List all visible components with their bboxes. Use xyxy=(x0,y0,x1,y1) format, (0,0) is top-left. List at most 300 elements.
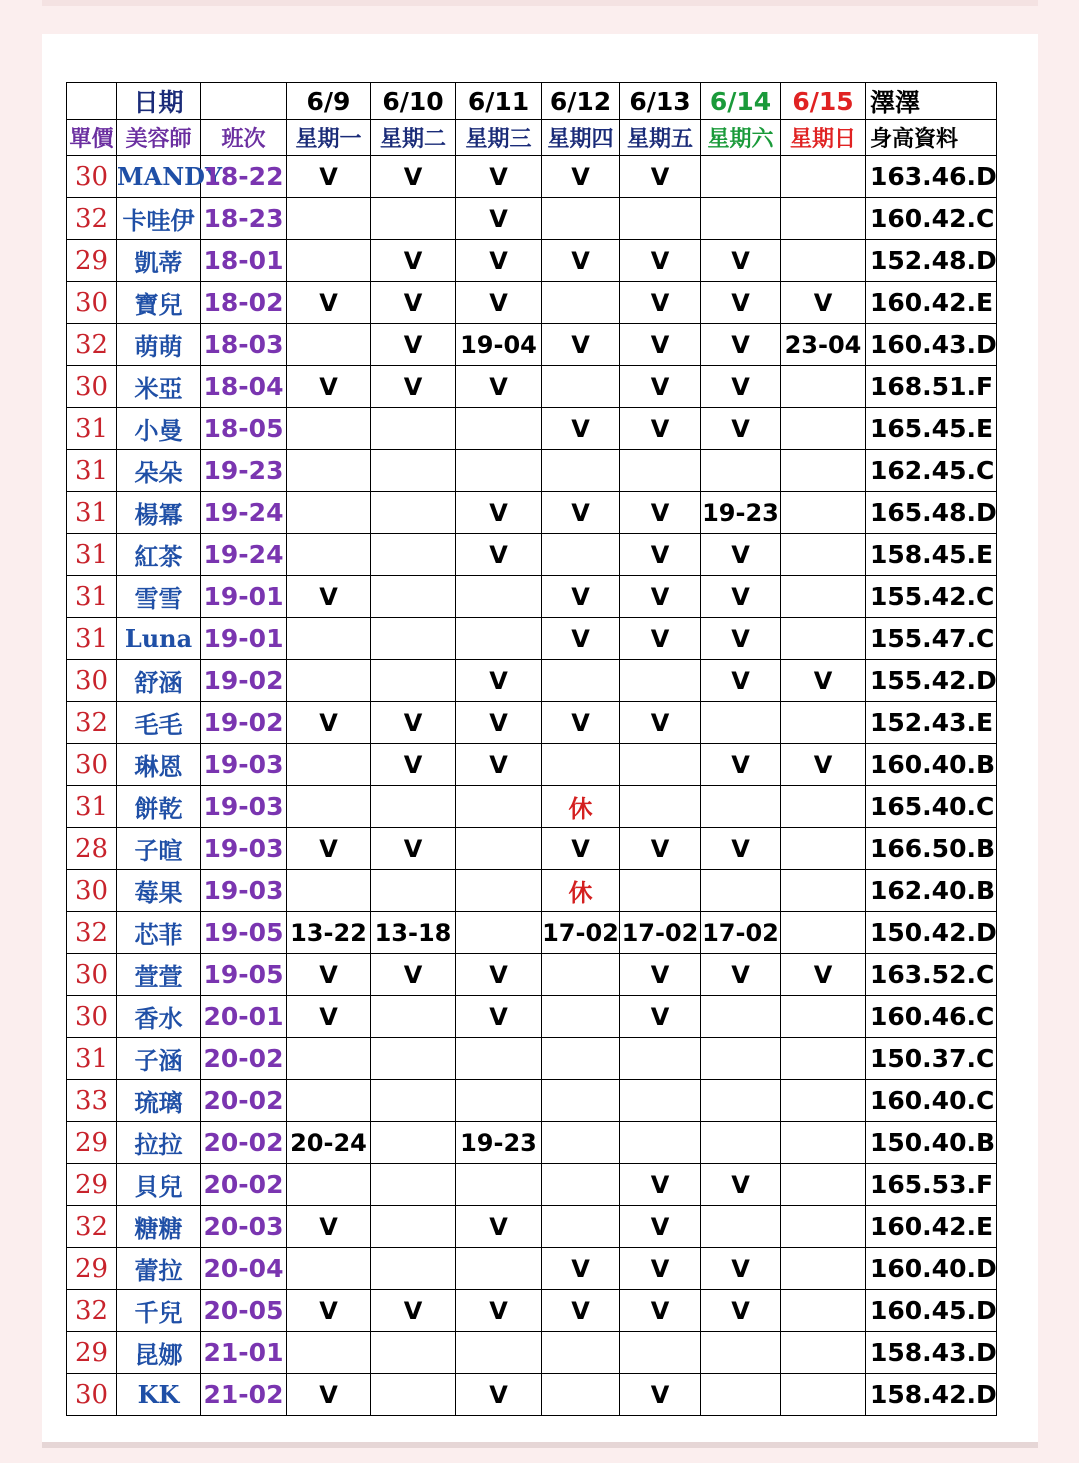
table-row xyxy=(67,576,997,618)
schedule-cell-mon: V xyxy=(287,702,371,744)
schedule-cell-sat xyxy=(701,1374,781,1416)
schedule-cell-tue: 13-18 xyxy=(371,912,456,954)
schedule-cell-mon: 20-24 xyxy=(287,1122,371,1164)
table-row xyxy=(67,1164,997,1206)
schedule-cell-tue xyxy=(371,576,456,618)
schedule-cell-thu: V xyxy=(542,1248,620,1290)
price-cell: 32 xyxy=(67,912,117,954)
schedule-cell-mon xyxy=(287,786,371,828)
stylist-name-cell: 昆娜 xyxy=(117,1332,201,1374)
schedule-cell-mon xyxy=(287,1038,371,1080)
schedule-cell-tue: V xyxy=(371,1290,456,1332)
schedule-cell-tue: V xyxy=(371,366,456,408)
stylist-name-cell: 芯菲 xyxy=(117,912,201,954)
schedule-cell-mon: V xyxy=(287,282,371,324)
shift-cell: 18-04 xyxy=(201,366,287,408)
price-cell: 30 xyxy=(67,954,117,996)
schedule-cell-sun xyxy=(781,912,866,954)
schedule-cell-sun xyxy=(781,1122,866,1164)
schedule-cell-sat xyxy=(701,1038,781,1080)
stylist-name-cell: KK xyxy=(117,1374,201,1416)
schedule-cell-sat: 17-02 xyxy=(701,912,781,954)
schedule-cell-thu xyxy=(542,1206,620,1248)
schedule-cell-fri: V xyxy=(620,618,701,660)
height-data-cell: 165.45.E xyxy=(866,408,997,450)
schedule-table xyxy=(66,82,997,1416)
schedule-cell-sun xyxy=(781,786,866,828)
table-row xyxy=(67,1332,997,1374)
schedule-cell-tue: V xyxy=(371,744,456,786)
schedule-cell-sun xyxy=(781,1290,866,1332)
schedule-cell-tue: V xyxy=(371,954,456,996)
schedule-cell-fri xyxy=(620,198,701,240)
price-cell: 31 xyxy=(67,786,117,828)
price-cell: 29 xyxy=(67,1164,117,1206)
schedule-cell-fri xyxy=(620,786,701,828)
shift-cell: 19-02 xyxy=(201,702,287,744)
schedule-cell-thu xyxy=(542,282,620,324)
price-column-header: 單價 xyxy=(67,120,117,156)
schedule-cell-wed: V xyxy=(456,534,542,576)
price-cell: 32 xyxy=(67,1206,117,1248)
schedule-cell-sun xyxy=(781,618,866,660)
price-cell: 32 xyxy=(67,702,117,744)
schedule-cell-sat: V xyxy=(701,408,781,450)
shift-cell: 19-01 xyxy=(201,618,287,660)
schedule-cell-wed: V xyxy=(456,996,542,1038)
table-row xyxy=(67,1248,997,1290)
price-cell: 31 xyxy=(67,618,117,660)
schedule-cell-fri: V xyxy=(620,1290,701,1332)
schedule-cell-thu: V xyxy=(542,1290,620,1332)
weekday-tue: 星期二 xyxy=(371,120,456,156)
price-cell: 31 xyxy=(67,408,117,450)
schedule-cell-tue: V xyxy=(371,702,456,744)
height-data-cell: 163.52.C xyxy=(866,954,997,996)
height-data-cell: 150.40.B xyxy=(866,1122,997,1164)
schedule-cell-tue xyxy=(371,534,456,576)
schedule-cell-sun xyxy=(781,996,866,1038)
schedule-cell-fri: 17-02 xyxy=(620,912,701,954)
height-data-cell: 160.40.C xyxy=(866,1080,997,1122)
schedule-cell-mon: V xyxy=(287,1206,371,1248)
shift-cell: 19-03 xyxy=(201,828,287,870)
stylist-name-cell: 貝兒 xyxy=(117,1164,201,1206)
bottom-border-band xyxy=(42,1442,1038,1448)
schedule-cell-tue xyxy=(371,870,456,912)
price-cell: 30 xyxy=(67,282,117,324)
schedule-cell-sat: V xyxy=(701,1164,781,1206)
stylist-name-cell: 琉璃 xyxy=(117,1080,201,1122)
top-border-band xyxy=(42,0,1038,6)
schedule-cell-sat xyxy=(701,1080,781,1122)
schedule-cell-thu xyxy=(542,744,620,786)
schedule-cell-sat xyxy=(701,1332,781,1374)
schedule-cell-tue: V xyxy=(371,324,456,366)
schedule-cell-sat xyxy=(701,996,781,1038)
schedule-cell-mon xyxy=(287,408,371,450)
schedule-cell-thu xyxy=(542,1164,620,1206)
table-row xyxy=(67,912,997,954)
schedule-cell-wed xyxy=(456,786,542,828)
stylist-name-cell: 小曼 xyxy=(117,408,201,450)
schedule-cell-wed: 19-23 xyxy=(456,1122,542,1164)
schedule-cell-thu xyxy=(542,366,620,408)
price-cell: 31 xyxy=(67,534,117,576)
stylist-name-cell: 萱萱 xyxy=(117,954,201,996)
stylist-name-cell: 朵朵 xyxy=(117,450,201,492)
schedule-cell-fri: V xyxy=(620,954,701,996)
price-cell: 31 xyxy=(67,492,117,534)
schedule-cell-fri: V xyxy=(620,492,701,534)
schedule-cell-sat xyxy=(701,450,781,492)
price-cell: 30 xyxy=(67,660,117,702)
schedule-cell-tue xyxy=(371,1080,456,1122)
table-row xyxy=(67,1038,997,1080)
schedule-cell-sun: 23-04 xyxy=(781,324,866,366)
schedule-cell-sun xyxy=(781,1038,866,1080)
shift-cell: 19-01 xyxy=(201,576,287,618)
schedule-cell-fri: V xyxy=(620,1206,701,1248)
schedule-cell-sat: V xyxy=(701,366,781,408)
schedule-cell-fri xyxy=(620,450,701,492)
schedule-cell-mon xyxy=(287,1080,371,1122)
table-row xyxy=(67,1374,997,1416)
schedule-cell-sun xyxy=(781,156,866,198)
schedule-cell-thu xyxy=(542,660,620,702)
schedule-cell-sun: V xyxy=(781,744,866,786)
schedule-cell-sun xyxy=(781,366,866,408)
table-row xyxy=(67,492,997,534)
schedule-cell-mon: 13-22 xyxy=(287,912,371,954)
schedule-cell-mon xyxy=(287,1164,371,1206)
table-row xyxy=(67,1080,997,1122)
height-data-cell: 158.43.D xyxy=(866,1332,997,1374)
stylist-name-cell: 香水 xyxy=(117,996,201,1038)
height-data-cell: 165.48.D xyxy=(866,492,997,534)
schedule-body xyxy=(67,83,997,1416)
schedule-cell-tue: V xyxy=(371,156,456,198)
height-data-cell: 158.42.D xyxy=(866,1374,997,1416)
height-data-cell: 150.42.D xyxy=(866,912,997,954)
schedule-cell-wed xyxy=(456,1080,542,1122)
stylist-name-cell: 舒涵 xyxy=(117,660,201,702)
date-header-row xyxy=(67,83,997,120)
schedule-cell-mon xyxy=(287,534,371,576)
schedule-cell-wed: V xyxy=(456,1206,542,1248)
height-data-cell: 160.42.C xyxy=(866,198,997,240)
height-data-cell: 158.45.E xyxy=(866,534,997,576)
schedule-cell-wed: V xyxy=(456,492,542,534)
schedule-cell-sat: V xyxy=(701,576,781,618)
schedule-cell-fri: V xyxy=(620,156,701,198)
price-cell: 29 xyxy=(67,1332,117,1374)
schedule-cell-tue xyxy=(371,198,456,240)
schedule-cell-wed: V xyxy=(456,282,542,324)
shift-cell: 19-24 xyxy=(201,492,287,534)
schedule-cell-tue xyxy=(371,660,456,702)
schedule-cell-sun xyxy=(781,198,866,240)
height-data-cell: 152.43.E xyxy=(866,702,997,744)
empty-header-cell xyxy=(201,83,287,120)
schedule-cell-thu xyxy=(542,450,620,492)
schedule-cell-mon: V xyxy=(287,576,371,618)
schedule-cell-fri: V xyxy=(620,996,701,1038)
height-column-header: 身高資料 xyxy=(866,120,997,156)
schedule-cell-fri: V xyxy=(620,324,701,366)
shift-cell: 19-05 xyxy=(201,954,287,996)
schedule-cell-sun: V xyxy=(781,282,866,324)
schedule-cell-sun xyxy=(781,408,866,450)
price-cell: 31 xyxy=(67,1038,117,1080)
height-data-cell: 155.42.D xyxy=(866,660,997,702)
schedule-cell-thu xyxy=(542,1332,620,1374)
schedule-cell-sat xyxy=(701,702,781,744)
shift-cell: 19-03 xyxy=(201,744,287,786)
table-row xyxy=(67,1290,997,1332)
stylist-name-cell: 莓果 xyxy=(117,870,201,912)
schedule-cell-mon xyxy=(287,870,371,912)
price-cell: 28 xyxy=(67,828,117,870)
schedule-cell-tue xyxy=(371,408,456,450)
schedule-cell-wed xyxy=(456,828,542,870)
schedule-cell-mon: V xyxy=(287,996,371,1038)
schedule-cell-wed xyxy=(456,450,542,492)
table-row xyxy=(67,744,997,786)
schedule-cell-sat: V xyxy=(701,1248,781,1290)
schedule-cell-tue: V xyxy=(371,240,456,282)
schedule-cell-sat xyxy=(701,1206,781,1248)
price-cell: 29 xyxy=(67,1248,117,1290)
shift-cell: 20-02 xyxy=(201,1080,287,1122)
stylist-name-cell: 拉拉 xyxy=(117,1122,201,1164)
schedule-cell-tue xyxy=(371,996,456,1038)
weekday-sat: 星期六 xyxy=(701,120,781,156)
schedule-cell-thu xyxy=(542,954,620,996)
shift-cell: 19-24 xyxy=(201,534,287,576)
height-data-cell: 160.45.D xyxy=(866,1290,997,1332)
shift-cell: 20-04 xyxy=(201,1248,287,1290)
height-data-cell: 155.42.C xyxy=(866,576,997,618)
date-label: 日期 xyxy=(117,83,201,120)
height-data-cell: 168.51.F xyxy=(866,366,997,408)
schedule-cell-sat: 19-23 xyxy=(701,492,781,534)
stylist-name-cell: 蕾拉 xyxy=(117,1248,201,1290)
schedule-cell-thu xyxy=(542,1374,620,1416)
table-row xyxy=(67,450,997,492)
schedule-cell-mon: V xyxy=(287,1374,371,1416)
schedule-cell-sun xyxy=(781,1080,866,1122)
schedule-cell-sun: V xyxy=(781,954,866,996)
schedule-cell-sat: V xyxy=(701,660,781,702)
schedule-cell-tue xyxy=(371,1164,456,1206)
schedule-cell-mon xyxy=(287,240,371,282)
schedule-cell-thu: V xyxy=(542,828,620,870)
stylist-name-cell: 楊冪 xyxy=(117,492,201,534)
schedule-cell-sun xyxy=(781,828,866,870)
height-data-cell: 152.48.D xyxy=(866,240,997,282)
schedule-cell-fri: V xyxy=(620,240,701,282)
height-data-cell: 160.42.E xyxy=(866,1206,997,1248)
schedule-cell-fri: V xyxy=(620,534,701,576)
schedule-cell-tue xyxy=(371,492,456,534)
schedule-cell-sun xyxy=(781,1164,866,1206)
date-wed: 6/11 xyxy=(456,83,542,120)
schedule-cell-mon xyxy=(287,660,371,702)
schedule-sheet xyxy=(42,34,1038,1442)
schedule-cell-wed xyxy=(456,618,542,660)
shift-cell: 18-22 xyxy=(201,156,287,198)
schedule-cell-wed: V xyxy=(456,744,542,786)
schedule-cell-sun xyxy=(781,1248,866,1290)
schedule-cell-wed: V xyxy=(456,1290,542,1332)
schedule-cell-thu: V xyxy=(542,492,620,534)
schedule-cell-sun xyxy=(781,702,866,744)
stylist-name-cell: 子暄 xyxy=(117,828,201,870)
schedule-cell-thu: V xyxy=(542,324,620,366)
schedule-cell-sun xyxy=(781,450,866,492)
date-mon: 6/9 xyxy=(287,83,371,120)
table-row xyxy=(67,282,997,324)
schedule-cell-wed: V xyxy=(456,1374,542,1416)
schedule-cell-wed: 19-04 xyxy=(456,324,542,366)
stylist-name-cell: 千兒 xyxy=(117,1290,201,1332)
table-row xyxy=(67,996,997,1038)
price-cell: 32 xyxy=(67,1290,117,1332)
shift-cell: 20-02 xyxy=(201,1164,287,1206)
schedule-cell-mon: V xyxy=(287,1290,371,1332)
schedule-cell-fri: V xyxy=(620,828,701,870)
table-row xyxy=(67,870,997,912)
stylist-name-cell: MANDY xyxy=(117,156,201,198)
schedule-cell-sat: V xyxy=(701,954,781,996)
stylist-name-cell: 子涵 xyxy=(117,1038,201,1080)
table-row xyxy=(67,324,997,366)
schedule-cell-thu xyxy=(542,996,620,1038)
schedule-cell-wed xyxy=(456,1332,542,1374)
schedule-cell-fri: V xyxy=(620,1164,701,1206)
schedule-cell-sun xyxy=(781,1206,866,1248)
schedule-cell-sun: V xyxy=(781,660,866,702)
schedule-cell-sat: V xyxy=(701,618,781,660)
schedule-cell-wed xyxy=(456,912,542,954)
stylist-name-cell: 卡哇伊 xyxy=(117,198,201,240)
price-cell: 30 xyxy=(67,156,117,198)
stylist-name-cell: 雪雪 xyxy=(117,576,201,618)
price-cell: 31 xyxy=(67,450,117,492)
shift-cell: 19-23 xyxy=(201,450,287,492)
schedule-cell-sat xyxy=(701,870,781,912)
schedule-cell-wed xyxy=(456,870,542,912)
stylist-name-cell: 紅茶 xyxy=(117,534,201,576)
height-data-cell: 160.46.C xyxy=(866,996,997,1038)
shift-cell: 20-02 xyxy=(201,1122,287,1164)
schedule-cell-fri: V xyxy=(620,366,701,408)
price-cell: 32 xyxy=(67,198,117,240)
height-data-cell: 163.46.D xyxy=(866,156,997,198)
table-row xyxy=(67,660,997,702)
owner-name: 澤澤 xyxy=(866,83,997,120)
price-cell: 30 xyxy=(67,744,117,786)
schedule-cell-sat: V xyxy=(701,1290,781,1332)
schedule-cell-wed: V xyxy=(456,240,542,282)
price-cell: 30 xyxy=(67,1374,117,1416)
schedule-cell-thu: V xyxy=(542,576,620,618)
schedule-cell-mon xyxy=(287,492,371,534)
schedule-cell-mon xyxy=(287,324,371,366)
shift-cell: 18-05 xyxy=(201,408,287,450)
schedule-cell-tue xyxy=(371,1122,456,1164)
schedule-cell-sat: V xyxy=(701,534,781,576)
table-row xyxy=(67,366,997,408)
height-data-cell: 165.40.C xyxy=(866,786,997,828)
date-fri: 6/13 xyxy=(620,83,701,120)
schedule-cell-thu: V xyxy=(542,618,620,660)
schedule-cell-fri xyxy=(620,1122,701,1164)
schedule-cell-thu: V xyxy=(542,240,620,282)
schedule-cell-mon xyxy=(287,744,371,786)
schedule-cell-wed: V xyxy=(456,954,542,996)
schedule-cell-wed: V xyxy=(456,366,542,408)
schedule-cell-thu xyxy=(542,1038,620,1080)
shift-cell: 20-03 xyxy=(201,1206,287,1248)
schedule-cell-tue xyxy=(371,450,456,492)
table-row xyxy=(67,408,997,450)
shift-cell: 18-23 xyxy=(201,198,287,240)
height-data-cell: 155.47.C xyxy=(866,618,997,660)
schedule-cell-wed: V xyxy=(456,156,542,198)
shift-cell: 20-02 xyxy=(201,1038,287,1080)
schedule-cell-thu xyxy=(542,1122,620,1164)
table-row xyxy=(67,1122,997,1164)
schedule-cell-thu: V xyxy=(542,702,620,744)
date-tue: 6/10 xyxy=(371,83,456,120)
price-cell: 33 xyxy=(67,1080,117,1122)
schedule-cell-mon: V xyxy=(287,954,371,996)
schedule-cell-thu xyxy=(542,534,620,576)
shift-cell: 19-03 xyxy=(201,870,287,912)
weekday-fri: 星期五 xyxy=(620,120,701,156)
table-row xyxy=(67,1206,997,1248)
schedule-cell-sat: V xyxy=(701,324,781,366)
height-data-cell: 162.40.B xyxy=(866,870,997,912)
table-row xyxy=(67,618,997,660)
shift-cell: 19-03 xyxy=(201,786,287,828)
table-row xyxy=(67,828,997,870)
schedule-cell-sat: V xyxy=(701,828,781,870)
schedule-cell-tue xyxy=(371,1206,456,1248)
schedule-cell-thu: 休 xyxy=(542,786,620,828)
schedule-cell-wed xyxy=(456,1248,542,1290)
schedule-cell-fri xyxy=(620,660,701,702)
schedule-cell-tue: V xyxy=(371,828,456,870)
height-data-cell: 160.40.B xyxy=(866,744,997,786)
stylist-name-cell: 米亞 xyxy=(117,366,201,408)
schedule-cell-sat: V xyxy=(701,240,781,282)
height-data-cell: 160.42.E xyxy=(866,282,997,324)
date-sun: 6/15 xyxy=(781,83,866,120)
name-column-header: 美容師 xyxy=(117,120,201,156)
weekday-header-row xyxy=(67,120,997,156)
stylist-name-cell: Luna xyxy=(117,618,201,660)
shift-cell: 21-02 xyxy=(201,1374,287,1416)
schedule-cell-sun xyxy=(781,240,866,282)
height-data-cell: 150.37.C xyxy=(866,1038,997,1080)
table-row xyxy=(67,198,997,240)
height-data-cell: 166.50.B xyxy=(866,828,997,870)
schedule-cell-sat xyxy=(701,198,781,240)
schedule-cell-fri: V xyxy=(620,702,701,744)
